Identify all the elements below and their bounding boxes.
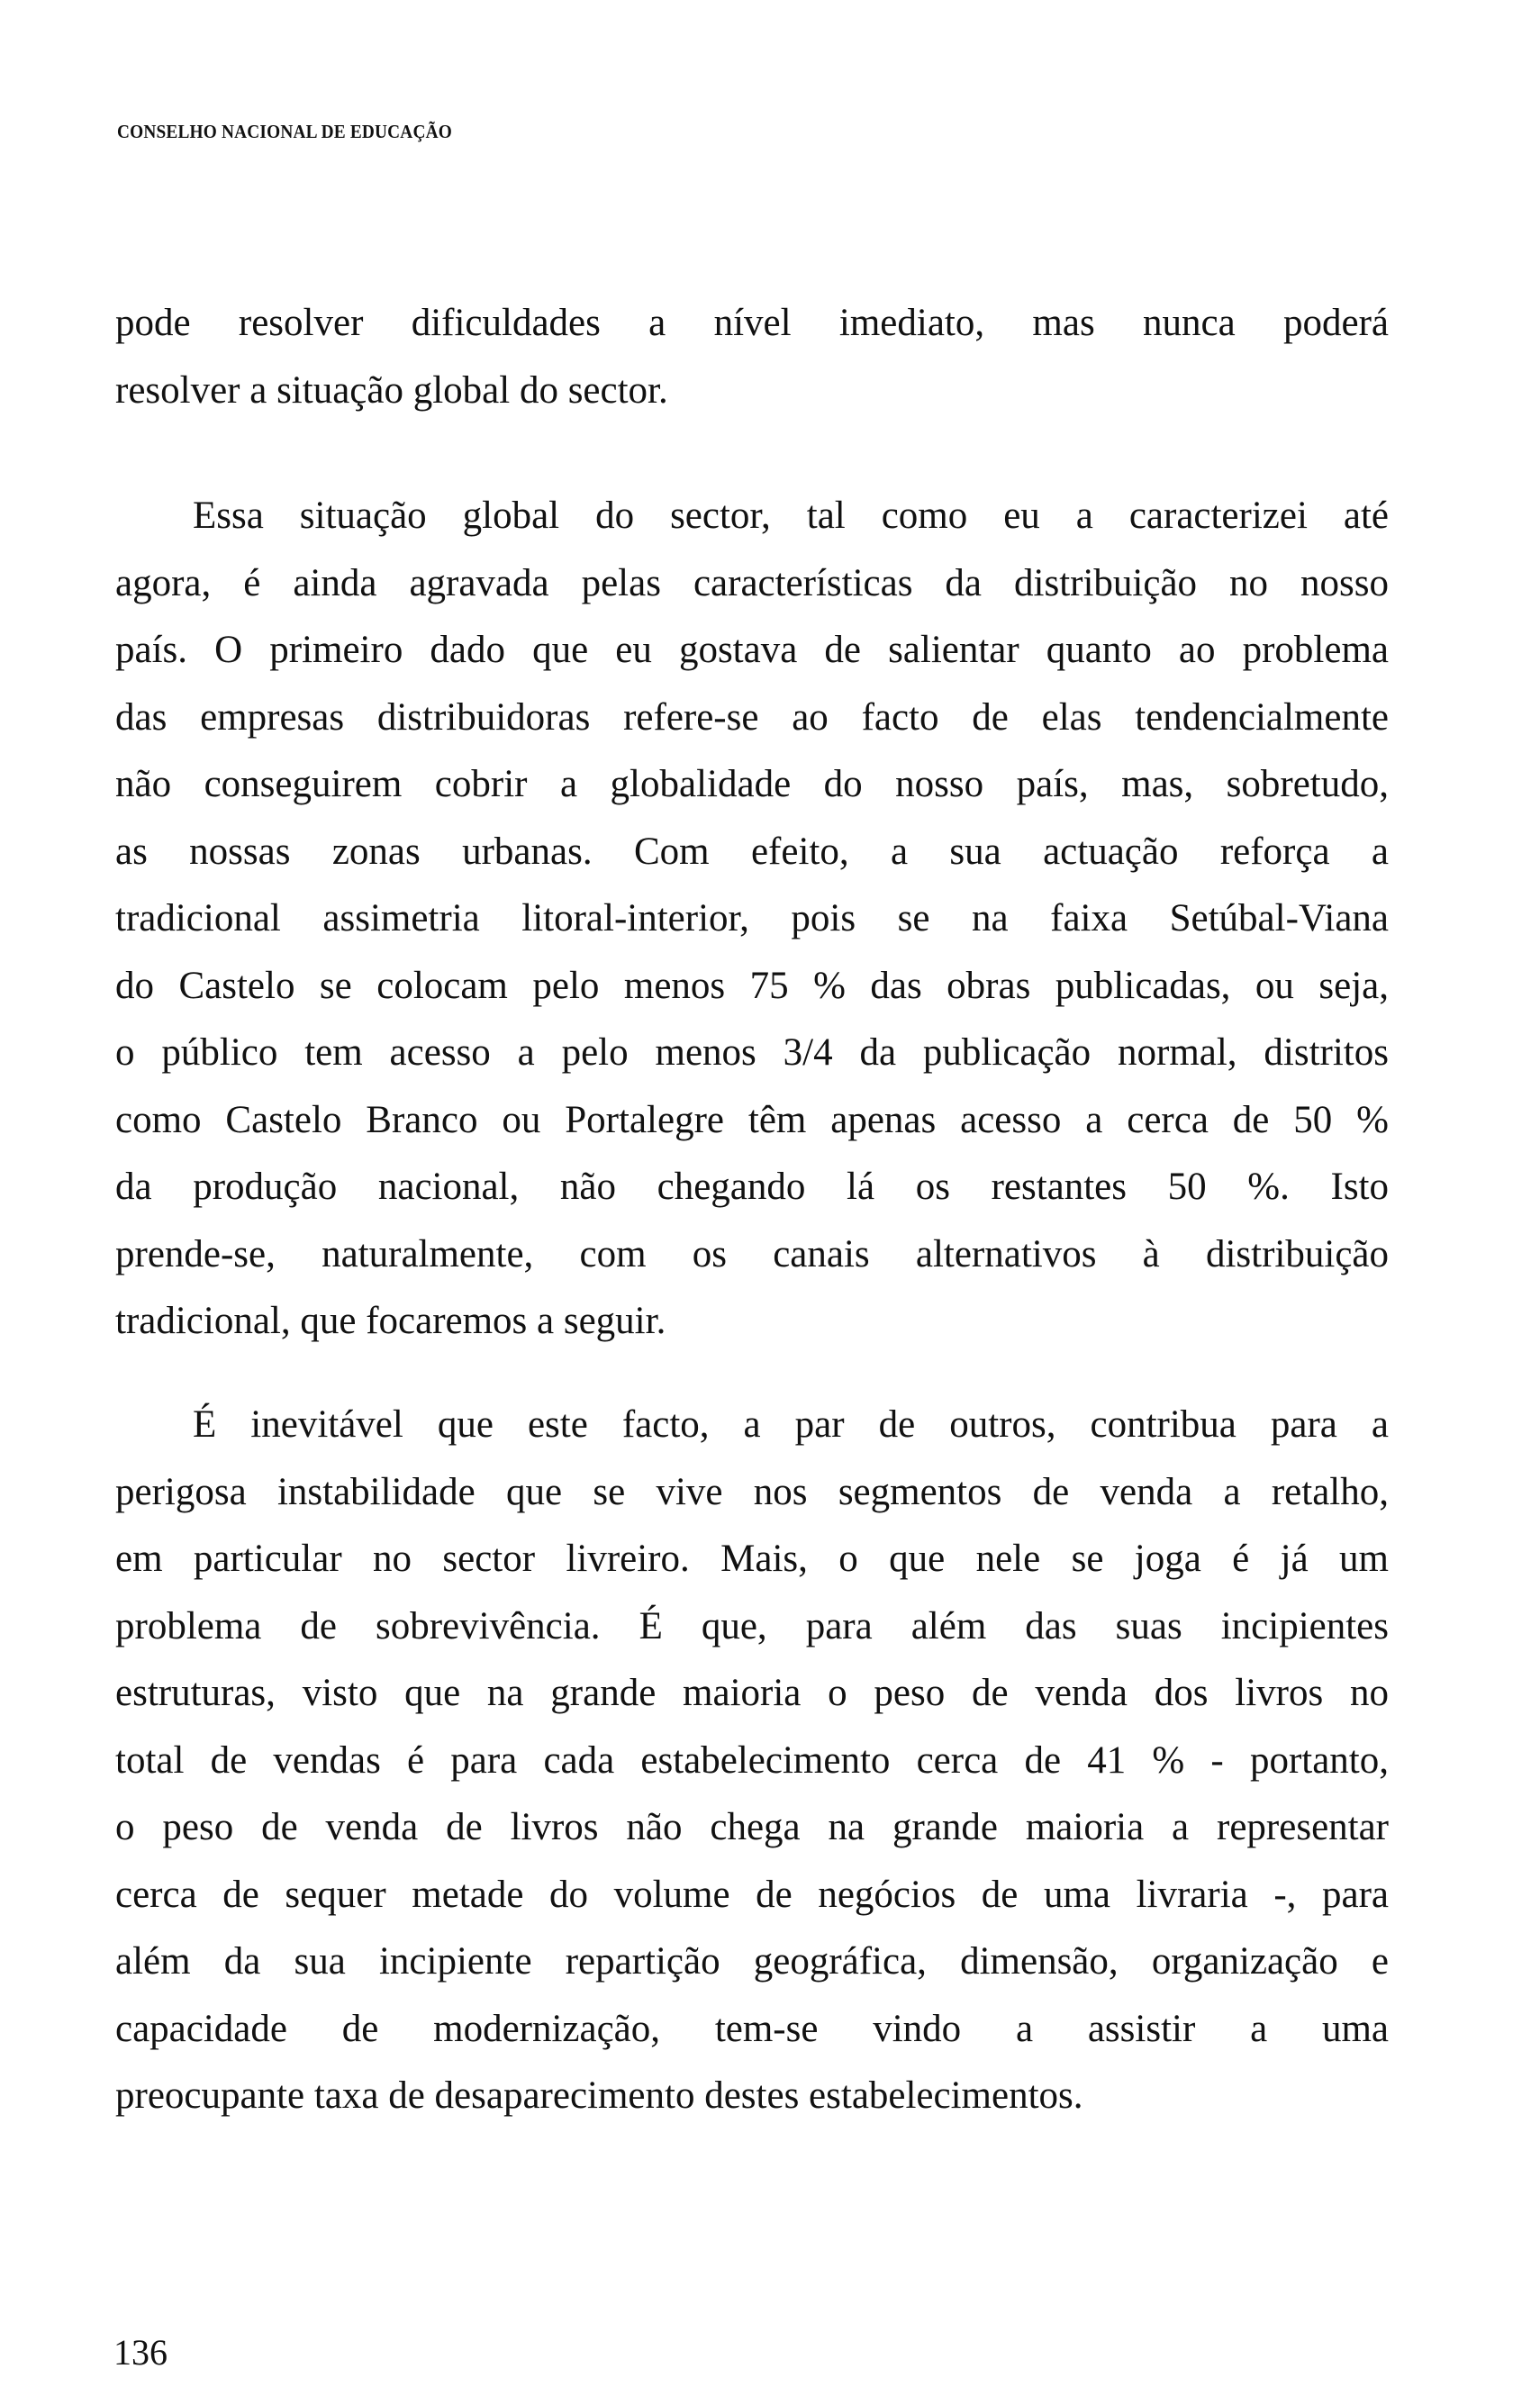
text-line: o público tem acesso a pelo menos 3/4 da publicação normal, distritos <box>115 1031 1389 1074</box>
text-line: como Castelo Branco ou Portalegre têm apenas acesso a cerca de 50 % <box>115 1098 1389 1141</box>
paragraph-2 <box>115 483 1389 1356</box>
text-line: resolver a situação global do sector. <box>115 368 668 412</box>
text-line: prende-se, naturalmente, com os canais alternativos à distribuição <box>115 1232 1389 1275</box>
text-line: perigosa instabilidade que se vive nos segmentos de venda a retalho, <box>115 1470 1389 1513</box>
running-header: CONSELHO NACIONAL DE EDUCAÇÃO <box>117 121 452 142</box>
paragraph-1 <box>115 290 1389 424</box>
text-line: problema de sobrevivência. É que, para além das suas incipientes <box>115 1604 1389 1647</box>
text-line: preocupante taxa de desaparecimento destes estabelecimentos. <box>115 2074 1083 2117</box>
text-line: além da sua incipiente repartição geográfica, dimensão, organização e <box>115 1940 1389 1983</box>
page-number: 136 <box>113 2332 168 2373</box>
text-line: estruturas, visto que na grande maioria o peso de venda dos livros no <box>115 1672 1389 1714</box>
text-line: do Castelo se colocam pelo menos 75 % das obras publicadas, ou seja, <box>115 964 1389 1007</box>
text-line: país. O primeiro dado que eu gostava de salientar quanto ao problema <box>115 629 1389 671</box>
text-line: não conseguirem cobrir a globalidade do nosso país, mas, sobretudo, <box>115 763 1389 805</box>
text-line: cerca de sequer metade do volume de negócios de uma livraria -, para <box>115 1873 1389 1916</box>
text-line: capacidade de modernização, tem-se vindo a assistir a uma <box>115 2007 1389 2050</box>
text-line: as nossas zonas urbanas. Com efeito, a sua actuação reforça a <box>115 830 1389 873</box>
text-line: em particular no sector livreiro. Mais, o que nele se joga é já um <box>115 1538 1389 1580</box>
text-line: o peso de venda de livros não chega na grande maioria a representar <box>115 1806 1389 1848</box>
paragraph-3 <box>115 1392 1389 2130</box>
text-line: tradicional, que focaremos a seguir. <box>115 1300 666 1342</box>
text-line: total de vendas é para cada estabelecimento cerca de 41 % - portanto, <box>115 1738 1389 1782</box>
text-line: Essa situação global do sector, tal como eu a caracterizei até <box>193 495 1389 537</box>
text-line: agora, é ainda agravada pelas características da distribuição no nosso <box>115 561 1389 604</box>
text-line: tradicional assimetria litoral-interior, pois se na faixa Setúbal-Viana <box>115 897 1389 939</box>
text-line: das empresas distribuidoras refere-se ao facto de elas tendencialmente <box>115 695 1389 739</box>
text-line: da produção nacional, não chegando lá os restantes 50 %. Isto <box>115 1166 1389 1208</box>
text-line: pode resolver dificuldades a nível imediato, mas nunca poderá <box>115 302 1389 344</box>
text-line: É inevitável que este facto, a par de outros, contribua para a <box>193 1403 1389 1446</box>
